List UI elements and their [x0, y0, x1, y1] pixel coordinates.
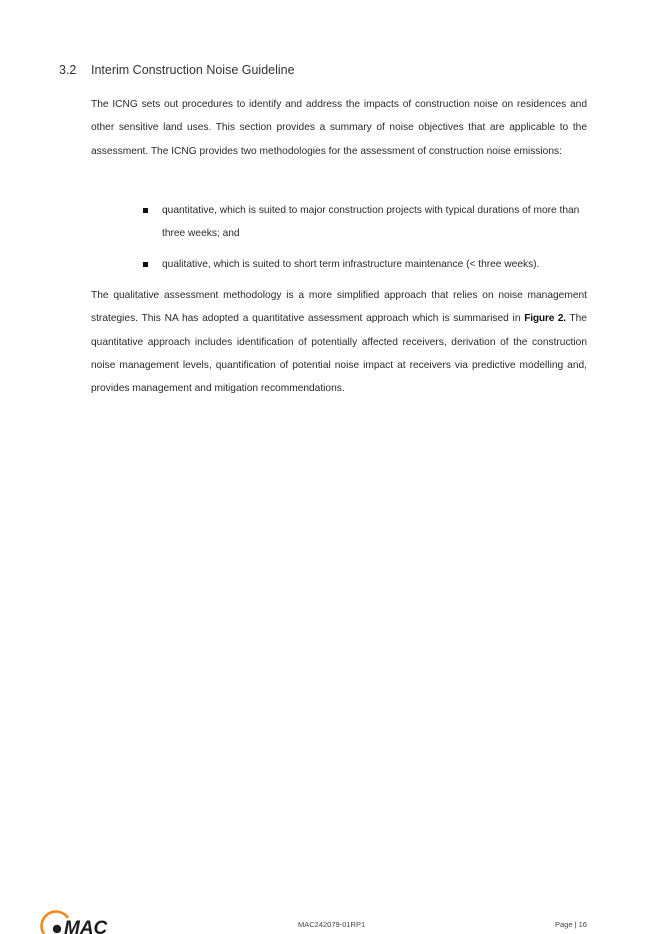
section-title: Interim Construction Noise Guideline [91, 63, 295, 77]
section-heading [59, 63, 295, 77]
mac-logo [38, 908, 128, 934]
qualitative-paragraph [91, 284, 587, 400]
figure-reference-link[interactable]: Figure 2. [524, 313, 566, 325]
list-item [142, 199, 587, 246]
document-id: MAC242079-01RP1 [298, 920, 366, 929]
qualitative-rest-text: The quantitative approach includes identification of potentially affected receivers, derivation of the construction noise management levels, quantification of potential noise impact at receivers via predictive modelling and, provides management and mitigation recommendations. [91, 313, 587, 395]
square-bullet-icon [143, 208, 148, 213]
square-bullet-icon [143, 262, 148, 267]
qualitative-intro-text: The qualitative assessment methodology is a more simplified approach that relies on noise management strategies. This NA has adopted a quantitative assessment approach which is summarised in [91, 290, 587, 325]
section-number: 3.2 [59, 63, 77, 77]
list-item-text: qualitative, which is suited to short term infrastructure maintenance (< three weeks). [162, 258, 540, 270]
list-item [142, 253, 587, 276]
methodology-list [142, 199, 587, 276]
page-number: Page | 16 [555, 920, 587, 929]
logo-dot [53, 925, 61, 933]
logo-text: MAC [64, 918, 108, 934]
list-item-text: quantitative, which is suited to major construction projects with typical durations of more than three weeks; and [162, 205, 580, 240]
intro-paragraph: The ICNG sets out procedures to identify and address the impacts of construction noise on residences and other sensitive land uses. This section provides a summary of noise objectives that are applicable to the assessment. The ICNG provides two methodologies for the assessment of construction noise emissions: [91, 99, 587, 157]
